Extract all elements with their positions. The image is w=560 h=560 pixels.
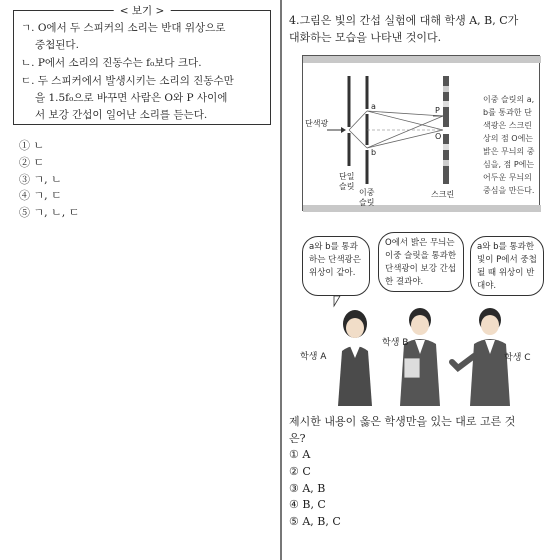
prev-choice-3[interactable]: ③ ㄱ, ㄴ <box>19 173 62 186</box>
bubble-student-b: O에서 밝은 무늬는 이중 슬릿을 통과한 단색광이 보강 간섭한 결과야. <box>378 232 464 292</box>
question-line-1: 4.그림은 빛의 간섭 실험에 대해 학생 A, B, C가 <box>289 14 519 27</box>
light-arrowhead <box>341 127 346 133</box>
bogi-box <box>13 5 271 125</box>
answer-choice-1[interactable]: ① A <box>289 448 311 461</box>
label-screen: 스크린 <box>431 190 455 199</box>
prompt-line-2: 은? <box>289 432 306 445</box>
bubble-student-a: a와 b를 통과하는 단색광은 위상이 같아. <box>302 236 370 296</box>
prompt-line-1: 제시한 내용이 옳은 학생만을 있는 대로 고른 것 <box>289 415 516 428</box>
figure-description: 이중 슬릿의 a, b를 통과한 단색광은 스크린상의 점 O에는 밝은 무늬의 중심을, 점 P에는 어두운 무늬의 중심을 만든다. <box>483 95 535 195</box>
student-a-figure <box>338 310 372 406</box>
ray-to-a <box>349 111 367 130</box>
student-b-face <box>411 315 429 335</box>
fringe-4 <box>443 160 449 166</box>
label-student-c: 학생 C <box>504 353 531 363</box>
question-line-2: 대화하는 모습을 나타낸 것이다. <box>289 31 442 44</box>
bogi-item-digeut-cont1: 을 1.5f₀으로 바꾸면 사람은 O와 P 사이에 <box>35 92 228 104</box>
bottom-bar <box>303 205 541 212</box>
prev-choice-5[interactable]: ⑤ ㄱ, ㄴ, ㄷ <box>19 206 80 219</box>
label-student-b: 학생 B <box>382 338 409 348</box>
bogi-item-giyeok-cont: 중첩된다. <box>35 39 79 51</box>
ray-b-to-o <box>367 130 443 148</box>
answer-choice-4[interactable]: ④ B, C <box>289 498 326 511</box>
bogi-item-nieun: ㄴ. P에서 소리의 진동수는 f₀보다 크다. <box>21 57 202 69</box>
fringe-1 <box>443 86 449 92</box>
tail-a <box>334 296 340 306</box>
interference-figure <box>302 55 540 211</box>
student-b-book <box>404 358 420 378</box>
column-divider <box>280 0 282 560</box>
bubble-student-c: a와 b를 통과한 빛이 P에서 중첩될 때 위상이 반대야. <box>470 236 544 296</box>
prev-choice-2[interactable]: ② ㄷ <box>19 156 45 169</box>
label-double-slit-1: 이중 <box>359 188 375 197</box>
student-c-face <box>481 315 499 335</box>
student-c-arm <box>452 356 474 368</box>
student-b-figure <box>400 308 440 406</box>
prev-choice-4[interactable]: ④ ㄱ, ㄷ <box>19 189 62 202</box>
ray-to-b <box>349 130 367 148</box>
top-bar <box>303 56 541 63</box>
label-point-b: b <box>371 148 377 157</box>
label-student-a: 학생 A <box>300 352 327 362</box>
fringe-2 <box>443 101 449 107</box>
prev-choice-1[interactable]: ① ㄴ <box>19 139 45 152</box>
fringe-3 <box>443 144 449 150</box>
label-double-slit-2: 슬릿 <box>359 198 375 207</box>
answer-choice-2[interactable]: ② C <box>289 465 311 478</box>
label-point-o: O <box>435 132 442 141</box>
bogi-item-digeut: ㄷ. 두 스피커에서 발생시키는 소리의 진동수만 <box>21 75 234 87</box>
answer-choice-5[interactable]: ⑤ A, B, C <box>289 515 341 528</box>
bogi-item-giyeok: ㄱ. O에서 두 스피커의 소리는 반대 위상으로 <box>21 22 226 34</box>
student-c-figure <box>452 308 510 406</box>
student-a-face <box>346 318 364 338</box>
label-single-slit-2: 슬릿 <box>339 182 355 191</box>
label-point-p: P <box>435 106 440 115</box>
bogi-title: < 보기 > <box>114 3 171 18</box>
label-single-slit-1: 단일 <box>339 172 355 181</box>
fringe-center <box>443 127 449 134</box>
bogi-item-digeut-cont2: 서 보강 간섭이 일어난 소리를 듣는다. <box>35 109 208 121</box>
answer-choice-3[interactable]: ③ A, B <box>289 482 326 495</box>
label-point-a: a <box>371 102 376 111</box>
label-monochromatic: 단색광 <box>305 119 329 128</box>
